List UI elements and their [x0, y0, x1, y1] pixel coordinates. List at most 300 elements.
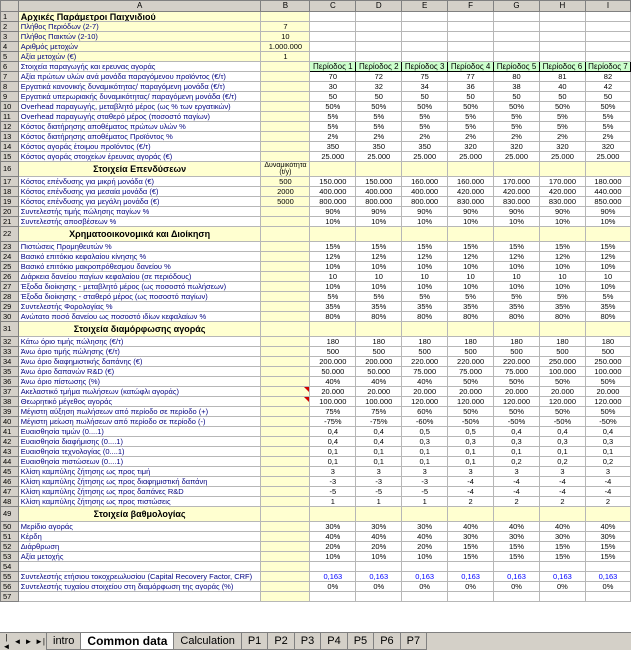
cell-value[interactable]: 12% — [448, 252, 494, 262]
row-header[interactable]: 21 — [1, 217, 19, 227]
cell-value[interactable]: 81 — [539, 72, 585, 82]
cell-value[interactable]: 0,3 — [448, 437, 494, 447]
cell-value[interactable]: 50 — [494, 92, 540, 102]
cell-value[interactable]: 40% — [585, 522, 630, 532]
row-header[interactable]: 8 — [1, 82, 19, 92]
cell-b[interactable] — [261, 122, 310, 132]
cell-label[interactable]: Αρχικές Παράμετροι Παιχνιδιού — [18, 12, 261, 22]
cell-value[interactable]: 75 — [402, 72, 448, 82]
cell-value[interactable]: 80% — [310, 312, 356, 322]
cell-value[interactable]: 2% — [448, 132, 494, 142]
cell-label[interactable]: Κόστος διατήρησης αποθέματος πρώτων υλών % — [18, 122, 261, 132]
cell-value[interactable]: 50% — [402, 102, 448, 112]
cell-value[interactable]: 30% — [494, 532, 540, 542]
row-header[interactable]: 31 — [1, 322, 19, 337]
cell-value[interactable]: 5% — [494, 122, 540, 132]
cell-value[interactable]: 0,1 — [402, 447, 448, 457]
cell-value[interactable]: 100.000 — [356, 397, 402, 407]
cell-value[interactable]: 160.000 — [402, 177, 448, 187]
cell-label[interactable]: Overhead παραγωγής σταθερό μέρος (ποσοστό παγίων) — [18, 112, 261, 122]
cell-value[interactable]: 350 — [310, 142, 356, 152]
cell-value[interactable]: 2% — [494, 132, 540, 142]
cell-value[interactable]: 120.000 — [402, 397, 448, 407]
row-header[interactable]: 11 — [1, 112, 19, 122]
next-sheet-button[interactable]: ► — [24, 637, 33, 646]
cell-value[interactable]: 25.000 — [448, 152, 494, 162]
cell-value[interactable]: 10 — [494, 272, 540, 282]
cell-value[interactable] — [356, 507, 402, 522]
cell-value[interactable]: 32 — [356, 82, 402, 92]
cell-value[interactable]: 25.000 — [402, 152, 448, 162]
cell-value[interactable]: 10 — [356, 272, 402, 282]
cell-label[interactable]: Στοιχεία βαθμολογίας — [18, 507, 261, 522]
cell-value[interactable]: 400.000 — [356, 187, 402, 197]
cell-value[interactable]: 10 — [448, 272, 494, 282]
cell-value[interactable]: 120.000 — [585, 397, 630, 407]
cell-value[interactable]: 420.000 — [494, 187, 540, 197]
cell-value[interactable]: 35% — [448, 302, 494, 312]
row-header[interactable]: 1 — [1, 12, 19, 22]
cell-value[interactable]: 10 — [585, 272, 630, 282]
cell-value[interactable] — [448, 32, 494, 42]
cell-value[interactable]: 0% — [448, 582, 494, 592]
sheet-tab-common-data[interactable]: Common data — [80, 633, 174, 650]
cell-b[interactable] — [261, 507, 310, 522]
cell-value[interactable]: 0,1 — [402, 457, 448, 467]
cell-b[interactable] — [261, 92, 310, 102]
cell-value[interactable] — [402, 227, 448, 242]
cell-b[interactable]: Δυναμικότητα (t/y) — [261, 162, 310, 177]
cell-value[interactable]: 2 — [448, 497, 494, 507]
cell-value[interactable]: 0,5 — [402, 427, 448, 437]
cell-value[interactable]: 20% — [310, 542, 356, 552]
cell-value[interactable]: 1 — [402, 497, 448, 507]
cell-value[interactable]: 0,1 — [310, 447, 356, 457]
cell-value[interactable]: 15% — [402, 242, 448, 252]
column-header-i[interactable]: I — [585, 1, 630, 12]
cell-value[interactable]: 80% — [539, 312, 585, 322]
cell-value[interactable]: 50.000 — [310, 367, 356, 377]
cell-value[interactable]: 50% — [448, 377, 494, 387]
cell-value[interactable]: 5% — [356, 122, 402, 132]
cell-value[interactable]: 40 — [539, 82, 585, 92]
cell-value[interactable] — [585, 22, 630, 32]
row-header[interactable]: 35 — [1, 367, 19, 377]
cell-b[interactable] — [261, 532, 310, 542]
column-header-e[interactable]: E — [402, 1, 448, 12]
cell-value[interactable]: -3 — [310, 477, 356, 487]
cell-value[interactable] — [402, 52, 448, 62]
cell-value[interactable]: 500 — [310, 347, 356, 357]
cell-b[interactable] — [261, 357, 310, 367]
cell-value[interactable]: 0,4 — [539, 427, 585, 437]
cell-value[interactable]: 35% — [539, 302, 585, 312]
row-header[interactable]: 49 — [1, 507, 19, 522]
cell-value[interactable]: 0% — [356, 582, 402, 592]
cell-value[interactable]: 2% — [539, 132, 585, 142]
cell-value[interactable]: 220.000 — [494, 357, 540, 367]
cell-label[interactable]: Μέγιστη αύξηση πωλήσεων από περίοδο σε περίοδο (+) — [18, 407, 261, 417]
cell-value[interactable] — [494, 227, 540, 242]
cell-value[interactable] — [310, 162, 356, 177]
cell-value[interactable]: 10% — [585, 217, 630, 227]
prev-sheet-button[interactable]: ◄ — [13, 637, 22, 646]
cell-value[interactable]: 800.000 — [310, 197, 356, 207]
cell-value[interactable] — [402, 322, 448, 337]
cell-label[interactable]: Ανώτατο ποσό δανείου ως ποσοστό ιδίων κεφαλαίων % — [18, 312, 261, 322]
cell-value[interactable] — [539, 12, 585, 22]
cell-value[interactable]: 5% — [402, 112, 448, 122]
cell-value[interactable]: 2% — [402, 132, 448, 142]
cell-value[interactable]: 20.000 — [585, 387, 630, 397]
cell-value[interactable] — [539, 562, 585, 572]
cell-value[interactable]: 10 — [402, 272, 448, 282]
row-header[interactable]: 38 — [1, 397, 19, 407]
cell-value[interactable]: 170.000 — [494, 177, 540, 187]
cell-b[interactable]: 1 — [261, 52, 310, 62]
cell-value[interactable]: 180.000 — [585, 177, 630, 187]
cell-value[interactable]: -5 — [356, 487, 402, 497]
cell-value[interactable]: 250.000 — [539, 357, 585, 367]
row-header[interactable]: 3 — [1, 32, 19, 42]
cell-value[interactable]: 0,163 — [494, 572, 540, 582]
cell-value[interactable]: 30% — [402, 522, 448, 532]
cell-b[interactable] — [261, 207, 310, 217]
cell-value[interactable]: 180 — [310, 337, 356, 347]
cell-value[interactable]: 5% — [539, 292, 585, 302]
cell-value[interactable]: 34 — [402, 82, 448, 92]
cell-value[interactable] — [402, 12, 448, 22]
cell-value[interactable] — [310, 322, 356, 337]
cell-value[interactable]: 10% — [356, 262, 402, 272]
cell-value[interactable]: 10% — [310, 217, 356, 227]
cell-value[interactable]: 2 — [494, 497, 540, 507]
cell-b[interactable] — [261, 152, 310, 162]
cell-value[interactable]: 50% — [494, 377, 540, 387]
cell-value[interactable]: 90% — [585, 207, 630, 217]
cell-value[interactable]: 12% — [402, 252, 448, 262]
row-header[interactable]: 13 — [1, 132, 19, 142]
cell-value[interactable]: 5% — [356, 292, 402, 302]
row-header[interactable]: 9 — [1, 92, 19, 102]
cell-value[interactable]: 20% — [356, 542, 402, 552]
cell-value[interactable] — [402, 22, 448, 32]
column-header-c[interactable]: C — [310, 1, 356, 12]
cell-label[interactable]: Αριθμός μετοχών — [18, 42, 261, 52]
cell-label[interactable]: Χρηματοοικονομικά και Διοίκηση — [18, 227, 261, 242]
cell-value[interactable]: 5% — [310, 112, 356, 122]
cell-value[interactable]: 75.000 — [402, 367, 448, 377]
cell-value[interactable] — [448, 227, 494, 242]
cell-value[interactable]: 35% — [494, 302, 540, 312]
cell-value[interactable]: 3 — [494, 467, 540, 477]
cell-value[interactable]: 2 — [539, 497, 585, 507]
cell-label[interactable]: Ευαισθησία τιμών (0....1) — [18, 427, 261, 437]
cell-value[interactable]: 350 — [356, 142, 402, 152]
cell-value[interactable]: 10% — [402, 217, 448, 227]
cell-value[interactable]: 5% — [539, 122, 585, 132]
cell-label[interactable]: Κόστος επένδυσης για μικρή μονάδα (€) — [18, 177, 261, 187]
cell-value[interactable]: 0% — [585, 582, 630, 592]
cell-value[interactable]: 0,163 — [539, 572, 585, 582]
cell-value[interactable]: 0,4 — [585, 427, 630, 437]
column-header-h[interactable]: H — [539, 1, 585, 12]
cell-value[interactable]: 5% — [585, 112, 630, 122]
row-header[interactable]: 43 — [1, 447, 19, 457]
cell-value[interactable]: Περίοδος 5 — [494, 62, 540, 72]
cell-label[interactable]: Ακελαστικό τμήμα πωλήσεων (κατώφλι αγοράς) — [18, 387, 261, 397]
row-header[interactable]: 51 — [1, 532, 19, 542]
cell-value[interactable]: 2% — [585, 132, 630, 142]
cell-value[interactable]: 10% — [539, 282, 585, 292]
row-header[interactable]: 19 — [1, 197, 19, 207]
cell-b[interactable] — [261, 487, 310, 497]
cell-value[interactable]: 12% — [356, 252, 402, 262]
cell-label[interactable]: Κάτω όριο τιμής πώλησης (€/τ) — [18, 337, 261, 347]
cell-b[interactable] — [261, 322, 310, 337]
cell-value[interactable]: Περίοδος 1 — [310, 62, 356, 72]
cell-value[interactable]: 75.000 — [448, 367, 494, 377]
cell-value[interactable]: 25.000 — [539, 152, 585, 162]
cell-value[interactable]: 0,4 — [310, 437, 356, 447]
cell-b[interactable] — [261, 457, 310, 467]
cell-value[interactable]: 5% — [539, 112, 585, 122]
cell-b[interactable] — [261, 112, 310, 122]
cell-value[interactable]: 80% — [356, 312, 402, 322]
row-header[interactable]: 34 — [1, 357, 19, 367]
row-header[interactable]: 2 — [1, 22, 19, 32]
row-header[interactable]: 22 — [1, 227, 19, 242]
cell-value[interactable]: 25.000 — [356, 152, 402, 162]
cell-value[interactable]: 400.000 — [402, 187, 448, 197]
cell-value[interactable]: 40% — [539, 522, 585, 532]
cell-value[interactable]: 5% — [585, 292, 630, 302]
cell-value[interactable] — [539, 42, 585, 52]
cell-value[interactable] — [494, 22, 540, 32]
cell-b[interactable] — [261, 142, 310, 152]
cell-value[interactable] — [310, 592, 356, 602]
cell-value[interactable] — [494, 322, 540, 337]
cell-b[interactable] — [261, 552, 310, 562]
cell-value[interactable]: 40% — [494, 522, 540, 532]
cell-value[interactable] — [448, 562, 494, 572]
sheet-tab-p2[interactable]: P2 — [267, 633, 294, 650]
cell-value[interactable] — [585, 52, 630, 62]
cell-value[interactable]: 50% — [448, 407, 494, 417]
cell-label[interactable]: Πλήθος Παικτών (2-10) — [18, 32, 261, 42]
cell-value[interactable]: 42 — [585, 82, 630, 92]
cell-value[interactable]: 50% — [585, 407, 630, 417]
column-header-a[interactable]: A — [18, 1, 261, 12]
cell-label[interactable]: Κόστος αγοράς έτοιμου προϊόντος (€/τ) — [18, 142, 261, 152]
cell-value[interactable]: 30% — [356, 522, 402, 532]
cell-value[interactable]: 40% — [356, 532, 402, 542]
row-header[interactable]: 41 — [1, 427, 19, 437]
cell-value[interactable]: -50% — [585, 417, 630, 427]
cell-b[interactable] — [261, 62, 310, 72]
cell-value[interactable] — [448, 162, 494, 177]
cell-label[interactable]: Ευαισθησία πιστώσεων (0....1) — [18, 457, 261, 467]
cell-value[interactable]: 0,163 — [402, 572, 448, 582]
cell-value[interactable]: -5 — [402, 487, 448, 497]
cell-value[interactable]: 40% — [310, 377, 356, 387]
cell-value[interactable]: 90% — [494, 207, 540, 217]
row-header[interactable]: 27 — [1, 282, 19, 292]
cell-value[interactable]: Περίοδος 2 — [356, 62, 402, 72]
row-header[interactable]: 24 — [1, 252, 19, 262]
cell-value[interactable] — [585, 32, 630, 42]
sheet-tab-intro[interactable]: intro — [46, 633, 81, 650]
cell-value[interactable]: 0% — [310, 582, 356, 592]
cell-value[interactable]: 500 — [448, 347, 494, 357]
row-header[interactable]: 53 — [1, 552, 19, 562]
row-header[interactable]: 57 — [1, 592, 19, 602]
cell-value[interactable]: 10% — [448, 282, 494, 292]
cell-value[interactable]: 20.000 — [310, 387, 356, 397]
cell-label[interactable]: Εργατικά υπερωριακής δυναμικότητας/ παραγόμενη μονάδα (€/τ) — [18, 92, 261, 102]
cell-value[interactable]: 0% — [402, 582, 448, 592]
cell-value[interactable] — [448, 42, 494, 52]
cell-value[interactable]: 15% — [356, 242, 402, 252]
cell-value[interactable]: -4 — [585, 477, 630, 487]
cell-value[interactable]: 320 — [494, 142, 540, 152]
cell-value[interactable]: 10 — [539, 272, 585, 282]
cell-value[interactable]: 40% — [402, 377, 448, 387]
cell-value[interactable] — [356, 227, 402, 242]
row-header[interactable]: 16 — [1, 162, 19, 177]
cell-value[interactable]: -50% — [494, 417, 540, 427]
cell-value[interactable]: 30% — [310, 522, 356, 532]
cell-b[interactable] — [261, 522, 310, 532]
cell-value[interactable]: 38 — [494, 82, 540, 92]
cell-value[interactable] — [494, 52, 540, 62]
cell-value[interactable]: 80% — [585, 312, 630, 322]
row-header[interactable]: 18 — [1, 187, 19, 197]
cell-label[interactable]: Άνω όριο δαπανών R&D (€) — [18, 367, 261, 377]
cell-value[interactable]: 100.000 — [310, 397, 356, 407]
cell-value[interactable] — [539, 22, 585, 32]
cell-value[interactable] — [494, 562, 540, 572]
cell-value[interactable]: 220.000 — [402, 357, 448, 367]
cell-label[interactable]: Εργατικά κανονικής δυναμικότητας/ παραγόμενη μονάδα (€/τ) — [18, 82, 261, 92]
cell-value[interactable]: 0,3 — [402, 437, 448, 447]
cell-value[interactable]: 0% — [539, 582, 585, 592]
cell-value[interactable]: 10% — [585, 262, 630, 272]
cell-value[interactable]: 15% — [539, 242, 585, 252]
cell-value[interactable]: 830.000 — [494, 197, 540, 207]
cell-value[interactable] — [494, 507, 540, 522]
cell-value[interactable]: 10% — [494, 262, 540, 272]
cell-value[interactable]: 35% — [585, 302, 630, 312]
row-header[interactable]: 47 — [1, 487, 19, 497]
cell-value[interactable]: 90% — [402, 207, 448, 217]
cell-value[interactable] — [448, 52, 494, 62]
cell-value[interactable]: 30% — [585, 532, 630, 542]
cell-b[interactable] — [261, 302, 310, 312]
cell-value[interactable] — [356, 322, 402, 337]
cell-value[interactable]: -3 — [402, 477, 448, 487]
cell-value[interactable] — [494, 12, 540, 22]
cell-b[interactable] — [261, 467, 310, 477]
cell-value[interactable] — [585, 562, 630, 572]
cell-value[interactable]: 10% — [402, 262, 448, 272]
cell-value[interactable]: 850.000 — [585, 197, 630, 207]
cell-value[interactable]: 440.000 — [585, 187, 630, 197]
cell-value[interactable] — [448, 22, 494, 32]
cell-b[interactable]: 1.000.000 — [261, 42, 310, 52]
cell-value[interactable]: 0,1 — [585, 447, 630, 457]
row-header[interactable]: 26 — [1, 272, 19, 282]
cell-value[interactable] — [356, 32, 402, 42]
cell-value[interactable]: 5% — [402, 292, 448, 302]
row-header[interactable]: 12 — [1, 122, 19, 132]
cell-b[interactable] — [261, 102, 310, 112]
cell-value[interactable]: 50 — [448, 92, 494, 102]
cell-value[interactable]: 72 — [356, 72, 402, 82]
cell-value[interactable]: 2% — [356, 132, 402, 142]
cell-label[interactable]: Συντελεστής Φορολογίας % — [18, 302, 261, 312]
cell-value[interactable]: 50 — [539, 92, 585, 102]
cell-value[interactable]: 0,1 — [448, 457, 494, 467]
cell-value[interactable]: 10% — [402, 552, 448, 562]
cell-value[interactable]: 5% — [494, 292, 540, 302]
cell-b[interactable] — [261, 377, 310, 387]
cell-value[interactable]: 15% — [494, 552, 540, 562]
cell-label[interactable]: Έξοδα διοίκησης - σταθερό μέρος (ως ποσοστό παγίων) — [18, 292, 261, 302]
cell-value[interactable]: 200.000 — [310, 357, 356, 367]
cell-value[interactable]: 1 — [356, 497, 402, 507]
cell-value[interactable]: 500 — [494, 347, 540, 357]
cell-value[interactable]: 0,5 — [448, 427, 494, 437]
cell-value[interactable]: 30% — [448, 532, 494, 542]
cell-value[interactable]: 10% — [310, 552, 356, 562]
last-sheet-button[interactable]: ►| — [35, 637, 45, 646]
cell-value[interactable] — [402, 562, 448, 572]
cell-value[interactable]: 160.000 — [448, 177, 494, 187]
cell-value[interactable]: 120.000 — [448, 397, 494, 407]
cell-value[interactable] — [448, 592, 494, 602]
cell-value[interactable]: 20% — [402, 542, 448, 552]
cell-b[interactable] — [261, 347, 310, 357]
row-header[interactable]: 10 — [1, 102, 19, 112]
cell-value[interactable]: 420.000 — [448, 187, 494, 197]
cell-value[interactable] — [356, 42, 402, 52]
cell-value[interactable]: 5% — [310, 292, 356, 302]
cell-value[interactable]: 0,163 — [585, 572, 630, 582]
cell-value[interactable]: 20.000 — [539, 387, 585, 397]
cell-value[interactable]: 0,1 — [448, 447, 494, 457]
sheet-tab-p1[interactable]: P1 — [241, 633, 268, 650]
cell-value[interactable]: 2% — [310, 132, 356, 142]
cell-value[interactable] — [494, 32, 540, 42]
cell-value[interactable]: 5% — [448, 292, 494, 302]
cell-value[interactable]: 50% — [585, 377, 630, 387]
cell-label[interactable]: Άνω όριο πίστωσης (%) — [18, 377, 261, 387]
cell-value[interactable]: 0% — [494, 582, 540, 592]
cell-value[interactable] — [448, 12, 494, 22]
cell-value[interactable]: 15% — [585, 242, 630, 252]
cell-value[interactable]: 10% — [494, 282, 540, 292]
cell-value[interactable]: 80% — [494, 312, 540, 322]
cell-value[interactable]: 220.000 — [448, 357, 494, 367]
cell-value[interactable]: 10% — [494, 217, 540, 227]
cell-b[interactable] — [261, 387, 310, 397]
row-header[interactable]: 15 — [1, 152, 19, 162]
cell-value[interactable]: 320 — [448, 142, 494, 152]
cell-value[interactable]: Περίοδος 4 — [448, 62, 494, 72]
cell-value[interactable]: 800.000 — [356, 197, 402, 207]
cell-value[interactable] — [402, 42, 448, 52]
